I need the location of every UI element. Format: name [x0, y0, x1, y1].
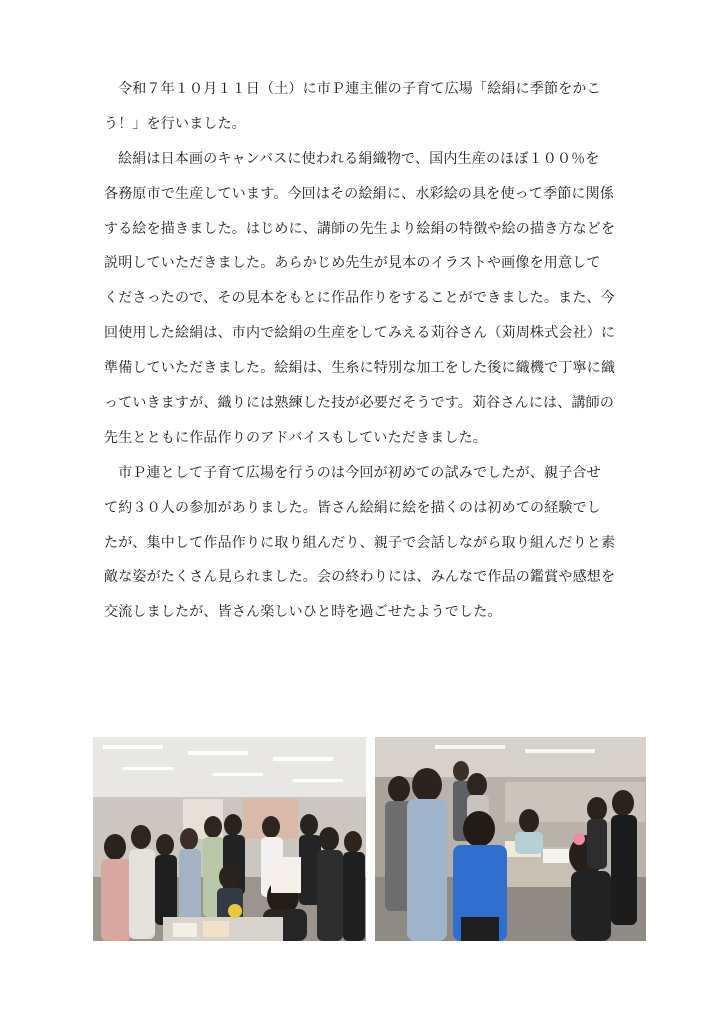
- photo-row: [93, 737, 646, 941]
- text-line: する絵を描きました。はじめに、講師の先生より絵絹の特徴や絵の描き方などを: [104, 220, 616, 237]
- photo-event-table-icon: [375, 737, 646, 941]
- text-line: っていきますが、織りには熟練した技が必要だそうです。苅谷さんには、講師の: [104, 395, 615, 412]
- event-photo-right: [375, 737, 646, 941]
- text-line: 絵絹は日本画のキャンバスに使われる絹織物で、国内生産のほぼ１００％を: [118, 150, 600, 167]
- text-line: 交流しましたが、皆さん楽しいひと時を過ごせたようでした。: [104, 604, 502, 621]
- article-body: [104, 72, 624, 630]
- event-photo-left: [93, 737, 366, 941]
- text-line: 先生とともに作品作りのアドバイスもしていただきました。: [104, 429, 487, 446]
- text-line: 準備していただきました。絵絹は、生糸に特別な加工をした後に織機で丁寧に織: [104, 360, 616, 377]
- text-line: 令和７年１０月１１日（土）に市Ｐ連主催の子育て広場「絵絹に季節をかこ: [118, 81, 601, 97]
- text-line: て約３０人の参加がありました。皆さん絵絹に絵を描くのは初めての経験でし: [104, 499, 601, 516]
- text-line: 説明していただきました。あらかじめ先生が見本のイラストや画像を用意して: [104, 255, 601, 272]
- text-line: 敵な姿がたくさん見られました。会の終わりには、みんなで作品の鑑賞や感想を: [104, 569, 616, 586]
- text-line: う！」を行いました。: [104, 115, 246, 132]
- text-line: 市Ｐ連として子育て広場を行うのは今回が初めての試みでしたが、親子合せ: [118, 464, 601, 481]
- text-line: 回使用した絵絹は、市内で絵絹の生産をしてみえる苅谷さん（苅周株式会社）に: [104, 325, 616, 342]
- text-line: くださったので、その見本をもとに作品作りをすることができました。また、今: [104, 290, 615, 307]
- text-line: 各務原市で生産しています。今回はその絵絹に、水彩絵の具を使って季節に関係: [104, 185, 615, 202]
- text-line: たが、集中して作品作りに取り組んだり、親子で会話しながら取り組んだりと素: [104, 534, 616, 551]
- photo-event-group-icon: [93, 737, 366, 941]
